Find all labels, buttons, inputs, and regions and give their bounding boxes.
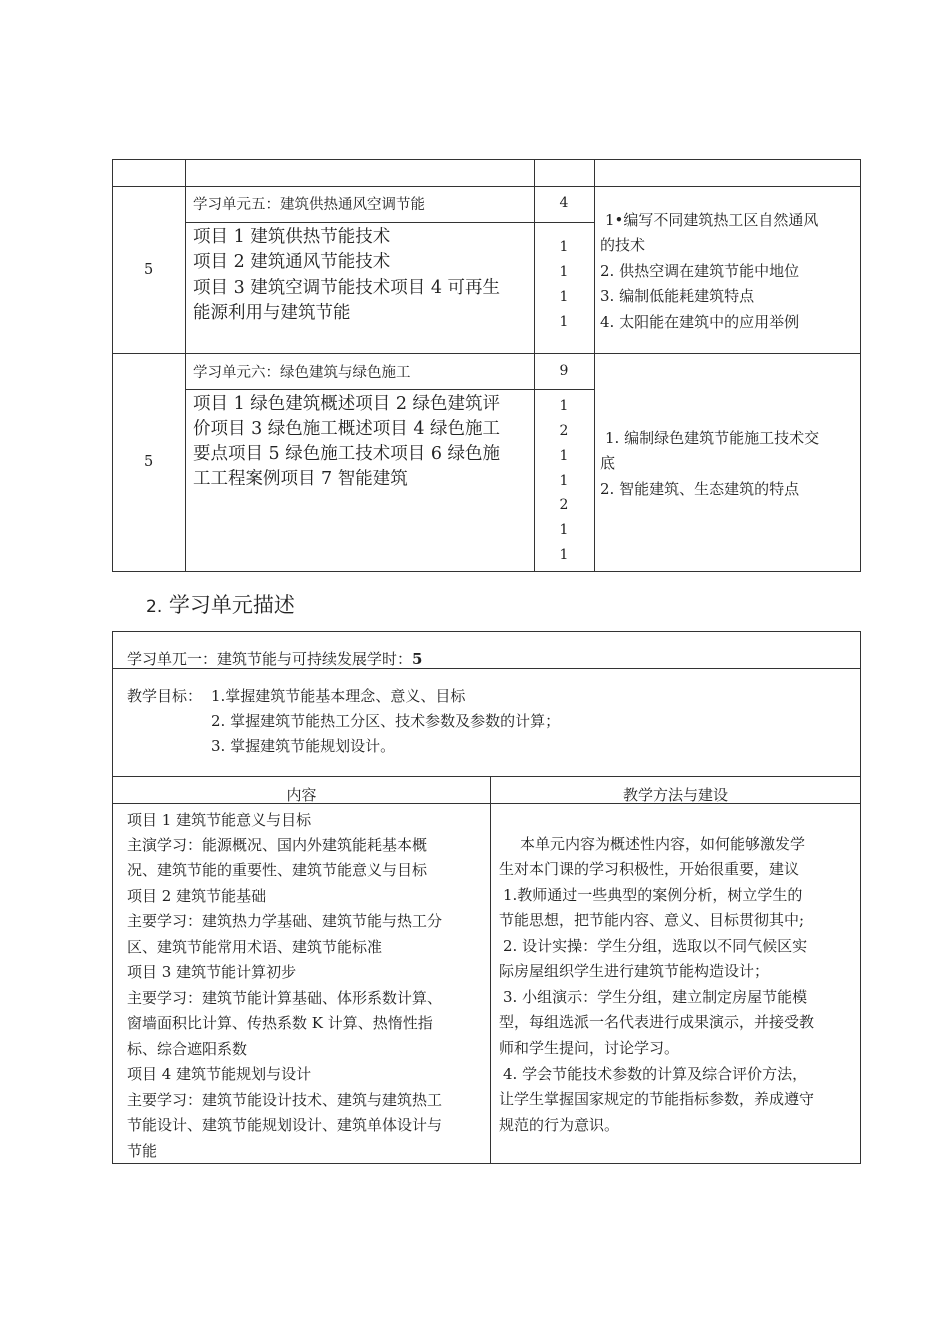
content-line: 主要学习：建筑热力学基础、建筑节能与热工分 [127, 912, 443, 930]
goal-line: 1.掌握建筑节能基本理念、意义、目标 [211, 687, 466, 705]
content-line: 项目 2 建筑节能基础 [127, 887, 267, 905]
method-line: 4. 学会节能技术参数的计算及综合评价方法， [503, 1065, 808, 1083]
column-header-content: 内容 [286, 786, 317, 804]
content-line: 况、建筑节能的重要性、建筑节能意义与目标 [127, 861, 428, 879]
project-hours: 1 [559, 398, 569, 414]
content-line: 项目 1 建筑节能意义与目标 [127, 811, 312, 829]
content-line: 窗墙面积比计算、传热系数 K 计算、热惰性指 [127, 1014, 433, 1032]
skill-line: 3. 编制低能耗建筑特点 [600, 287, 755, 305]
skill-line: 4. 太阳能在建筑中的应用举例 [600, 313, 800, 331]
row-seq: 5 [144, 454, 154, 470]
content-line: 节能设计、建筑节能规划设计、建筑单体设计与 [127, 1116, 443, 1134]
method-line: 本单元内容为概述性内容，如何能够激发学 [520, 835, 806, 853]
skill-line: 的技术 [600, 236, 646, 254]
project-hours: 1 [559, 547, 569, 563]
project-hours: 1 [559, 239, 569, 255]
content-line: 标、综合遮阳系数 [127, 1040, 248, 1058]
goals-label: 教学目标： [127, 687, 203, 705]
skill-line: 2. 供热空调在建筑节能中地位 [600, 262, 800, 280]
method-line: 规范的行为意识。 [499, 1116, 620, 1134]
method-line: 3. 小组演示：学生分组，建立制定房屋节能模 [503, 988, 808, 1006]
content-line: 区、建筑节能常用术语、建筑节能标准 [127, 938, 383, 956]
project-line: 工工程案例项目 7 智能建筑 [193, 469, 408, 489]
skill-line: 底 [600, 454, 616, 472]
project-line: 项目 1 绿色建筑概述项目 2 绿色建筑评 [193, 394, 501, 414]
project-line: 项目 3 建筑空调节能技术项目 4 可再生 [193, 278, 501, 298]
content-line: 主要学习：建筑节能设计技术、建筑与建筑热工 [127, 1091, 443, 1109]
project-line: 能源利用与建筑节能 [193, 303, 351, 323]
skill-line: 1•编写不同建筑热工区自然通风 [605, 211, 819, 229]
method-line: 型，每组选派一名代表进行成果演示，并接受教 [499, 1013, 815, 1031]
method-line: 1.教师通过一些典型的案例分析，树立学生的 [503, 886, 803, 904]
project-hours: 1 [559, 314, 569, 330]
project-hours: 2 [559, 423, 569, 439]
unit-label: 学习单兀一：建筑节能与可持续发展学时： [127, 650, 413, 668]
unit-title: 学习单元五：建筑供热通风空调节能 [193, 197, 425, 213]
skill-line: 1. 编制绿色建筑节能施工技术交 [605, 429, 820, 447]
unit-hours: 9 [559, 363, 569, 379]
project-hours: 1 [559, 289, 569, 305]
unit-hours: 5 [412, 650, 423, 668]
column-header-method: 教学方法与建设 [622, 786, 728, 804]
method-line: 2. 设计实操：学生分组，选取以不同气候区实 [503, 937, 808, 955]
unit-header [127, 647, 422, 673]
method-line: 师和学生提问，讨论学习。 [499, 1039, 680, 1057]
section-title: 学习单元描述 [168, 593, 295, 617]
project-line: 价项目 3 绿色施工概述项目 4 绿色施工 [193, 419, 501, 439]
skill-line: 2. 智能建筑、生态建筑的特点 [600, 480, 800, 498]
section-number: 2. [146, 597, 163, 617]
method-line: 际房屋组织学生进行建筑节能构造设计； [499, 962, 770, 980]
project-hours: 2 [559, 497, 569, 513]
row-seq: 5 [144, 262, 154, 278]
goal-line: 2. 掌握建筑节能热工分区、技术参数及参数的计算； [211, 712, 561, 730]
goal-line: 3. 掌握建筑节能规划设计。 [211, 737, 396, 755]
project-hours: 1 [559, 473, 569, 489]
project-hours: 1 [559, 522, 569, 538]
content-line: 主要学习：建筑节能计算基础、体形系数计算、 [127, 989, 443, 1007]
unit-title: 学习单元六：绿色建筑与绿色施工 [193, 365, 411, 381]
method-line: 节能思想，把节能内容、意义、目标贯彻其中; [499, 911, 805, 929]
method-line: 让学生掌握国家规定的节能指标参数，养成遵守 [499, 1090, 815, 1108]
content-line: 主演学习：能源概况、国内外建筑能耗基本概 [127, 836, 428, 854]
content-line: 节能 [127, 1142, 158, 1160]
content-line: 项目 4 建筑节能规划与设计 [127, 1065, 312, 1083]
project-hours: 1 [559, 264, 569, 280]
project-line: 项目 2 建筑通风节能技术 [193, 252, 391, 272]
unit-hours: 4 [559, 195, 569, 211]
project-line: 项目 1 建筑供热节能技术 [193, 227, 391, 247]
content-line: 项目 3 建筑节能计算初步 [127, 963, 297, 981]
project-hours: 1 [559, 448, 569, 464]
method-line: 生对本门课的学习积极性，开始很重要，建议 [499, 860, 800, 878]
project-line: 要点项目 5 绿色施工技术项目 6 绿色施 [193, 444, 501, 464]
